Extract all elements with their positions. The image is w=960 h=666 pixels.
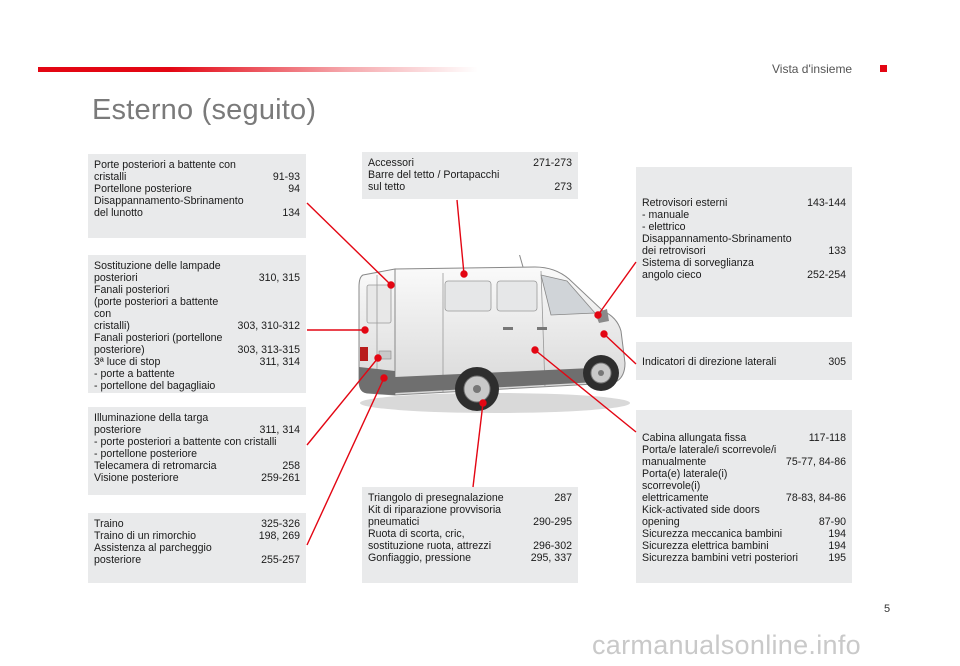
index-entry-label: Retrovisori esterni <box>642 197 728 209</box>
index-entry-label: Sistema di sorveglianza angolo cieco <box>642 257 754 281</box>
index-entry-label: Ruota di scorta, cric, sostituzione ruota, attrezzi <box>368 528 492 552</box>
index-entry-pages: 255-257 <box>261 554 300 566</box>
index-entry-label: - porte posteriori a battente con cristalli <box>94 436 277 448</box>
index-entry-label: Disappannamento-Sbrinamento del lunotto <box>94 195 244 219</box>
index-entry-label: Sicurezza elettrica bambini <box>642 540 769 552</box>
index-entry-label: Portellone posteriore <box>94 183 192 195</box>
index-entry-pages: 311, 314 <box>259 424 300 436</box>
index-entry-label: Assistenza al parcheggio posteriore <box>94 542 212 566</box>
index-entry-label: Cabina allungata fissa <box>642 432 747 444</box>
index-entry-pages: 87-90 <box>818 516 846 528</box>
index-entry-pages: 91-93 <box>272 171 300 183</box>
index-entry-label: (porte posteriori a battente con cristalli) <box>94 296 219 332</box>
page-title: Esterno (seguito) <box>92 94 317 126</box>
index-entry-label: Kit di riparazione provvisoria pneumatici <box>368 504 502 528</box>
index-entry-label: Sostituzione delle lampade posteriori <box>94 260 221 284</box>
index-entry-label: Gonfiaggio, pressione <box>368 552 472 564</box>
index-entry-label: - porte a battente <box>94 368 175 380</box>
index-entry-pages: 194 <box>828 528 846 540</box>
index-entry-pages: 133 <box>828 245 846 257</box>
index-entry-pages: 252-254 <box>807 269 846 281</box>
index-entry-label: Fanali posteriori <box>94 284 170 296</box>
index-entry-label: Indicatori di direzione laterali <box>642 356 777 368</box>
index-entry-pages: 258 <box>282 460 300 472</box>
index-entry-pages: 194 <box>828 540 846 552</box>
index-entry-label: - portellone del bagagliaio <box>94 380 216 392</box>
index-entry-label: Sicurezza meccanica bambini <box>642 528 783 540</box>
index-entry-pages: 303, 310-312 <box>237 320 300 332</box>
index-entry-label: Visione posteriore <box>94 472 179 484</box>
index-entry-pages: 195 <box>828 552 846 564</box>
index-entry-pages: 310, 315 <box>258 272 300 284</box>
index-entry-pages: 143-144 <box>807 197 846 209</box>
index-entry-label: - elettrico <box>642 221 686 233</box>
index-entry-pages: 296-302 <box>533 540 572 552</box>
index-entry-label: - manuale <box>642 209 690 221</box>
index-entry-pages: 271-273 <box>533 157 572 169</box>
index-entry-label: Traino <box>94 518 124 530</box>
index-entry-pages: 287 <box>554 492 572 504</box>
index-entry-label: - portellone posteriore <box>94 448 198 460</box>
index-entry-label: Porta(e) laterale(i) scorrevole(i) elettricamente <box>642 468 728 504</box>
index-entry-label: Sicurezza bambini vetri posteriori <box>642 552 799 564</box>
index-entry-pages: 303, 313-315 <box>237 344 300 356</box>
index-entry-pages: 290-295 <box>533 516 572 528</box>
index-entry-label: 3ª luce di stop <box>94 356 161 368</box>
index-entry-pages: 305 <box>828 356 846 368</box>
section-label: Vista d'insieme <box>772 62 853 76</box>
index-entry-label: Accessori <box>368 157 414 169</box>
index-entry-label: Porta/e laterale/i scorrevole/i manualmente <box>642 444 777 468</box>
index-entry-pages: 295, 337 <box>530 552 572 564</box>
index-entry-label: Barre del tetto / Portapacchi sul tetto <box>368 169 500 193</box>
index-entry-label: Triangolo di presegnalazione <box>368 492 504 504</box>
index-entry-pages: 273 <box>554 181 572 193</box>
index-entry-pages: 75-77, 84-86 <box>785 456 846 468</box>
index-entry-pages: 117-118 <box>808 432 846 444</box>
index-entry-pages: 259-261 <box>261 472 300 484</box>
index-entry-pages: 325-326 <box>261 518 300 530</box>
watermark: carmanualsonline.info <box>592 630 861 660</box>
index-entry-pages: 134 <box>282 207 300 219</box>
index-entry-pages: 78-83, 84-86 <box>785 492 846 504</box>
index-entry-pages: 94 <box>288 183 300 195</box>
index-entry-pages: 198, 269 <box>258 530 300 542</box>
index-entry-label: Traino di un rimorchio <box>94 530 197 542</box>
index-entry-label: Kick-activated side doors opening <box>642 504 760 528</box>
index-entry-pages: 311, 314 <box>259 356 300 368</box>
index-entry-label: Porte posteriori a battente con cristalli <box>94 159 236 183</box>
page-number: 5 <box>884 603 891 615</box>
index-entry-label: Fanali posteriori (portellone posteriore) <box>94 332 223 356</box>
index-entry-label: Disappannamento-Sbrinamento dei retrovisori <box>642 233 792 257</box>
index-entry-label: Telecamera di retromarcia <box>94 460 217 472</box>
index-entry-label: Illuminazione della targa posteriore <box>94 412 209 436</box>
